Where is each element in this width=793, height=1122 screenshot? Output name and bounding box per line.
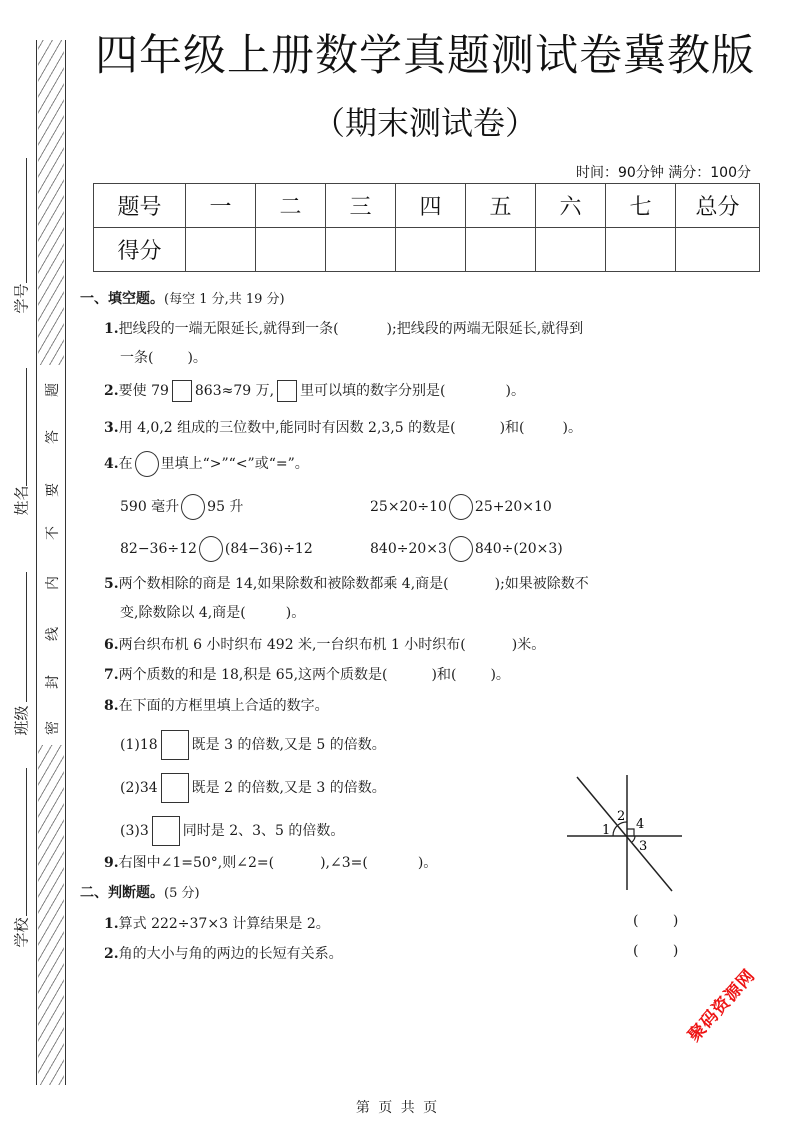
name-field[interactable] [26,368,27,486]
header-cell: 七 [606,184,676,228]
question-number: 1. [104,916,119,932]
binding-hatch [38,745,64,1085]
compare-left: 590 毫升 [120,499,180,515]
question-number: 3. [104,420,119,436]
section-note: (每空 1 分,共 19 分) [164,292,285,307]
question-8-sub [120,773,386,803]
section-note: (5 分) [164,886,200,901]
school-label: 学校 [12,917,31,948]
angle-1-arc [613,825,618,836]
compare-right: 840÷(20×3) [474,541,563,557]
angle-label-3: 3 [639,839,648,854]
score-table-header-row [94,184,760,228]
compare-item [370,536,563,562]
question-number: 2. [104,946,119,962]
compare-item [120,494,243,520]
seal-char: 封 [45,675,61,689]
sub-suffix: 既是 3 的倍数,又是 5 的倍数。 [191,737,386,753]
watermark: 聚码资源网 [684,965,760,1046]
section-2-heading [80,882,200,902]
score-table [93,183,760,272]
question-8 [104,695,329,715]
page-footer: 第 页 共 页 [355,1100,438,1116]
question-7 [104,664,510,684]
score-cell[interactable] [606,228,676,272]
compare-circle[interactable] [181,494,205,520]
question-number: 5. [104,576,119,592]
compare-right: (84−36)÷12 [224,541,313,557]
question-text: );把线段的两端无限延长,就得到 [386,321,584,337]
question-text: 右图中∠1=50°,则∠2=( [118,855,275,871]
question-number: 6. [104,637,119,653]
seal-char: 不 [45,526,61,540]
question-text: 角的大小与角的两边的长短有关系。 [118,946,343,962]
judge-item [104,943,343,963]
binding-line [65,40,66,1085]
score-cell[interactable] [466,228,536,272]
question-text: )。 [505,383,525,399]
question-1 [104,318,583,338]
question-5-cont [120,602,305,622]
section-title: 二、判断题。 [80,885,164,901]
question-3 [104,417,582,437]
question-1-cont [120,347,207,367]
question-text: 里填上“>”“<”或“=”。 [160,456,309,472]
question-4 [104,451,309,477]
question-8-sub [120,816,344,846]
seal-char: 题 [45,383,61,397]
question-text: )。 [187,350,207,366]
sub-suffix: 同时是 2、3、5 的倍数。 [182,823,345,839]
compare-left: 840÷20×3 [370,541,447,557]
question-text: );如果被除数不 [494,576,589,592]
question-text: 一条( [120,350,154,366]
score-cell[interactable] [676,228,760,272]
sub-prefix: (3)3 [120,823,149,839]
class-field[interactable] [26,572,27,702]
page-title: 四年级上册数学真题测试卷冀教版 [95,31,755,81]
header-cell: 二 [256,184,326,228]
question-2 [104,380,525,402]
question-number: 9. [104,855,119,871]
angle-label-2: 2 [617,809,626,824]
question-8-sub [120,730,386,760]
box-symbol [277,380,297,402]
score-cell[interactable] [326,228,396,272]
angle-label-4: 4 [636,817,645,832]
sub-prefix: (2)34 [120,780,158,796]
binding-hatch [38,40,64,365]
score-cell[interactable] [536,228,606,272]
digit-box[interactable] [152,816,180,846]
question-text: 在下面的方框里填上合适的数字。 [118,698,329,714]
question-text: )米。 [511,637,546,653]
digit-box[interactable] [161,773,189,803]
name-label: 姓名 [12,485,31,516]
header-cell: 总分 [676,184,760,228]
score-table-score-row [94,228,760,272]
angle-label-1: 1 [602,823,611,838]
judge-item [104,913,330,933]
question-text: )。 [417,855,438,871]
question-text: 用 4,0,2 组成的三位数中,能同时有因数 2,3,5 的数是( [118,420,456,436]
angle-3-arc [632,836,635,842]
question-9 [104,852,437,872]
section-1-heading [80,288,285,308]
question-text: 在 [118,456,133,472]
digit-box[interactable] [161,730,189,760]
compare-right: 25+20×10 [474,499,552,515]
seal-char: 答 [45,430,61,444]
compare-circle[interactable] [449,494,473,520]
question-number: 8. [104,698,119,714]
seal-char: 密 [45,721,61,735]
question-text: 863≈79 万, [194,383,275,399]
score-cell[interactable] [396,228,466,272]
compare-circle[interactable] [449,536,473,562]
circle-symbol [135,451,159,477]
exam-meta: 时间：90分钟 满分：100分 [576,165,751,181]
header-cell: 六 [536,184,606,228]
right-angle-mark [627,829,634,836]
header-cell: 三 [326,184,396,228]
question-number: 2. [104,383,119,399]
digit-box[interactable] [172,380,192,402]
score-row-label: 得分 [94,228,186,272]
class-label: 班级 [12,705,31,736]
question-text: )。 [562,420,582,436]
compare-item [120,536,313,562]
sub-suffix: 既是 2 的倍数,又是 3 的倍数。 [191,780,386,796]
question-text: ),∠3=( [320,855,368,871]
school-field[interactable] [26,768,27,916]
question-number: 4. [104,456,119,472]
question-text: 变,除数除以 4,商是( [120,605,246,621]
question-number: 7. [104,667,119,683]
question-text: )和( [499,420,525,436]
score-cell[interactable] [256,228,326,272]
compare-circle[interactable] [199,536,223,562]
binding-line [36,40,37,1085]
header-cell: 四 [396,184,466,228]
question-6 [104,634,545,654]
question-text: 两台织布机 6 小时织布 492 米,一台织布机 1 小时织布( [118,637,466,653]
question-text: )和( [431,667,457,683]
question-text: 里可以填的数字分别是( [300,383,446,399]
question-5 [104,573,589,593]
sub-prefix: (1)18 [120,737,158,753]
seal-char: 要 [45,483,61,497]
question-text: 两个质数的和是 18,积是 65,这两个质数是( [118,667,388,683]
question-text: )。 [490,667,510,683]
question-number: 1. [104,321,119,337]
binding-margin [0,0,80,1122]
question-text: )。 [285,605,306,621]
judge-answer-blank[interactable]: ( ) [633,913,679,929]
header-cell: 五 [466,184,536,228]
question-text: 两个数相除的商是 14,如果除数和被除数都乘 4,商是( [118,576,449,592]
compare-left: 82−36÷12 [120,541,197,557]
seal-char: 线 [45,627,61,641]
compare-left: 25×20÷10 [370,499,447,515]
page-subtitle: （期末测试卷） [312,104,537,142]
compare-item [370,494,552,520]
header-cell: 题号 [94,184,186,228]
section-title: 一、填空题。 [80,291,164,307]
judge-answer-blank[interactable]: ( ) [633,943,679,959]
question-text: 要使 79 [118,383,169,399]
diagonal-line [577,777,672,891]
compare-right: 95 升 [207,499,244,515]
score-cell[interactable] [186,228,256,272]
header-cell: 一 [186,184,256,228]
question-text: 算式 222÷37×3 计算结果是 2。 [118,916,330,932]
question-text: 把线段的一端无限延长,就得到一条( [118,321,339,337]
student-id-field[interactable] [26,158,27,283]
angle-diagram [555,770,695,900]
seal-char: 内 [45,576,61,590]
student-id-label: 学号 [12,283,31,314]
